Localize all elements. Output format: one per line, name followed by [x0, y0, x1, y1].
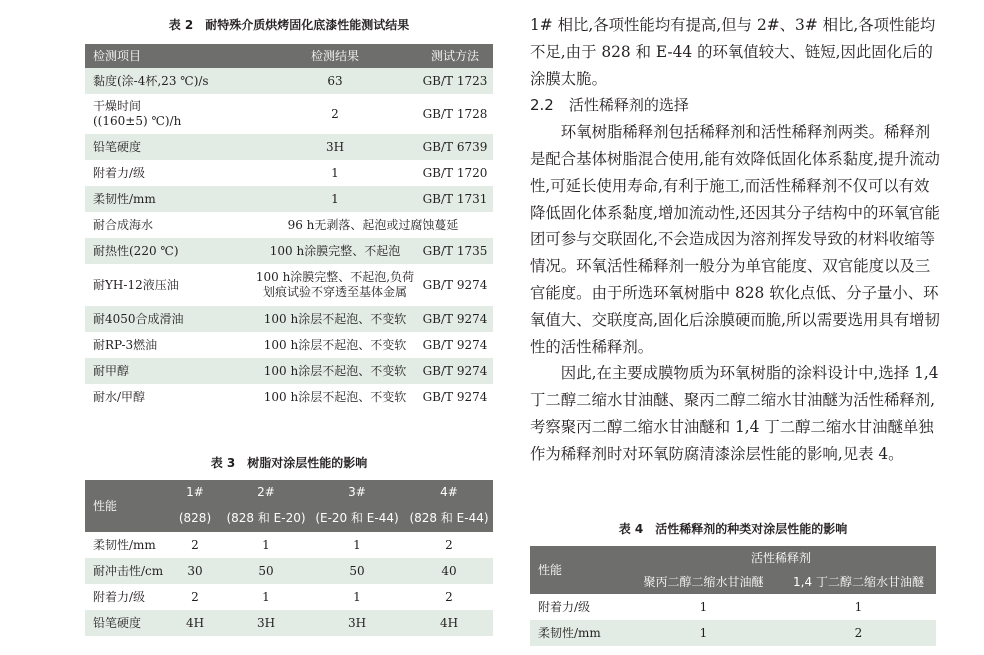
- table4-cell-value: 1: [626, 620, 781, 646]
- table3-cell-value: 3H: [309, 610, 405, 636]
- table3-header-desc: (828 和 E-44): [405, 504, 493, 532]
- table2-cell-result: 100 h涂层不起泡、不变软: [263, 389, 407, 404]
- table-row: [85, 160, 493, 186]
- table3-cell-value: 1: [353, 589, 361, 604]
- table2-cell-method: GB/T 1723: [417, 68, 493, 94]
- table-row: [85, 384, 493, 410]
- table2-cell-item: 柔韧性/mm: [85, 186, 253, 212]
- table2-cell-method: GB/T 9274: [417, 306, 493, 332]
- table2-cell-result: 96 h无剥落、起泡或过腐蚀蔓延: [287, 217, 459, 232]
- table3-cell-prop: 附着力/级: [93, 589, 146, 604]
- table3-cell-prop: 耐冲击性/cm: [85, 558, 167, 584]
- table4-body: [530, 594, 936, 646]
- table3-caption: 表 3 树脂对涂层性能的影响: [210, 456, 368, 470]
- table3-cell-value: 2: [445, 537, 453, 552]
- table2-cell-item: 耐YH-12液压油: [93, 277, 179, 292]
- table4-caption: 表 4 活性稀释剂的种类对涂层性能的影响: [618, 522, 848, 536]
- table4-header-group: 活性稀释剂: [626, 546, 936, 570]
- section-heading: 2.2 活性稀释剂的选择: [530, 96, 689, 115]
- table2-header-item: 检测项目: [85, 44, 253, 68]
- table2-cell-method: GB/T 1735: [417, 238, 493, 264]
- table-row: [85, 332, 493, 358]
- table4-cell-value: 1: [854, 599, 863, 614]
- table2-cell-item: 铅笔硬度: [85, 134, 253, 160]
- table2-cell-result: 1: [331, 165, 339, 180]
- paragraph: 环氧树脂稀释剂包括稀释剂和活性稀释剂两类。稀释剂是配合基体树脂混合使用,能有效降低固化体系黏度,提升流动性,可延长使用寿命,有利于施工,而活性稀释剂不仅可以有效降低固化体系黏度,增加流动性,还因其分子结构中的环氧官能团可参与交联固化,不会造成因为溶剂挥发导致的材料收缩等情况。环氧活性稀释剂一般分为单官能度、双官能度以及三官能度。由于所选环氧树脂中 828 软化点低、分子量小、环氧值大、交联度高,固化后涂膜硬而脆,所以需要选用具有增韧性的活性稀释剂。: [530, 123, 940, 356]
- table2-cell-result: 100 h涂层不起泡、不变软: [253, 306, 417, 332]
- table-row: [85, 186, 493, 212]
- table-row: [85, 532, 493, 558]
- table2-cell-item: 耐RP-3燃油: [93, 337, 158, 352]
- table3-header-desc: (828 和 E-20): [223, 504, 309, 532]
- table4-cell-value: 2: [781, 620, 936, 646]
- table3-header-desc: (E-20 和 E-44): [309, 504, 405, 532]
- table2-cell-item: 干燥时间 ((160±5) ℃)/h: [93, 99, 182, 128]
- table3-header-num: 2#: [223, 480, 309, 504]
- body-text: [530, 12, 940, 468]
- table2-cell-result: 1: [253, 186, 417, 212]
- table3-cell-value: 2: [191, 589, 199, 604]
- table-row: [530, 620, 936, 646]
- table2-cell-method: GB/T 9274: [422, 277, 488, 292]
- table3-cell-value: 1: [353, 537, 361, 552]
- table-row: [85, 264, 493, 306]
- table2-cell-item: 黏度(涂-4杯,23 ℃)/s: [85, 68, 253, 94]
- table2-body: [85, 68, 493, 410]
- table2-cell-result: 2: [331, 106, 339, 121]
- table2-cell-method: GB/T 1731: [417, 186, 493, 212]
- table3-cell-value: 4H: [405, 610, 493, 636]
- table4: [530, 546, 936, 646]
- table-row: [85, 134, 493, 160]
- table-row: [85, 358, 493, 384]
- table2-caption: 表 2 耐特殊介质烘烤固化底漆性能测试结果: [168, 18, 410, 32]
- table2-header-result: 检测结果: [253, 44, 417, 68]
- table-row: [85, 68, 493, 94]
- table3-cell-value: 40: [405, 558, 493, 584]
- table3-cell-value: 4H: [167, 610, 223, 636]
- table4-header-prop: 性能: [530, 546, 626, 594]
- table-row: [85, 584, 493, 610]
- table2-cell-method: GB/T 9274: [422, 337, 488, 352]
- table4-header-col: 聚丙二醇二缩水甘油醚: [626, 570, 781, 594]
- table3-header-num: 1#: [167, 480, 223, 504]
- table-row: [85, 558, 493, 584]
- table3-cell-value: 1: [262, 537, 270, 552]
- table2-cell-result: 100 h涂层不起泡、不变软: [253, 358, 417, 384]
- table2-cell-item: 耐热性(220 ℃): [85, 238, 253, 264]
- table3-cell-value: 2: [445, 589, 453, 604]
- table2-cell-method: GB/T 9274: [422, 389, 488, 404]
- table3-cell-prop: 铅笔硬度: [85, 610, 167, 636]
- table2-cell-method: GB/T 1720: [422, 165, 488, 180]
- table3-header-desc: (828): [167, 504, 223, 532]
- table2-cell-item: 耐甲醇: [85, 358, 253, 384]
- table2-header-method: 测试方法: [417, 44, 493, 68]
- table4-cell-prop: 柔韧性/mm: [530, 620, 626, 646]
- table2-cell-method: GB/T 1728: [422, 106, 488, 121]
- table2-cell-result: 100 h涂膜完整、不起泡: [253, 238, 417, 264]
- table3-header-prop: 性能: [85, 480, 167, 532]
- table3: [85, 480, 493, 636]
- table3-cell-value: 2: [191, 537, 199, 552]
- table3-cell-prop: 柔韧性/mm: [93, 537, 156, 552]
- table2-cell-result: 100 h涂层不起泡、不变软: [263, 337, 407, 352]
- table4-cell-value: 1: [699, 599, 708, 614]
- table2-cell-item: 耐水/甲醇: [93, 389, 146, 404]
- table4-header-col: 1,4 丁二醇二缩水甘油醚: [781, 570, 936, 594]
- table3-header-num: 3#: [309, 480, 405, 504]
- table2-cell-item: 耐合成海水: [93, 217, 154, 232]
- table-row: [85, 306, 493, 332]
- table3-cell-value: 50: [223, 558, 309, 584]
- table3-cell-value: 3H: [223, 610, 309, 636]
- table4-cell-prop: 附着力/级: [538, 599, 591, 614]
- table2-cell-method: GB/T 6739: [417, 134, 493, 160]
- table-row: [530, 594, 936, 620]
- table3-cell-value: 50: [309, 558, 405, 584]
- table-row: [85, 610, 493, 636]
- table2-cell-result: 100 h涂膜完整、不起泡,负荷 划痕试验不穿透至基体金属: [255, 270, 415, 299]
- paragraph: 1# 相比,各项性能均有提高,但与 2#、3# 相比,各项性能均不足,由于 828 和 E-44 的环氧值较大、链短,因此固化后的涂膜太脆。: [530, 16, 936, 88]
- table2-cell-result: 3H: [253, 134, 417, 160]
- table2: [85, 44, 493, 410]
- table-row: [85, 94, 493, 134]
- paragraph: 因此,在主要成膜物质为环氧树脂的涂料设计中,选择 1,4 丁二醇二缩水甘油醚、聚丙二醇二缩水甘油醚为活性稀释剂,考察聚丙二醇二缩水甘油醚和 1,4 丁二醇二缩水甘油醚单独作为稀释剂时对环氧防腐清漆涂层性能的影响,见表 4。: [530, 364, 939, 463]
- table3-body: [85, 532, 493, 636]
- table3-cell-value: 1: [262, 589, 270, 604]
- table3-cell-value: 30: [167, 558, 223, 584]
- table2-cell-method: GB/T 9274: [417, 358, 493, 384]
- table2-cell-item: 附着力/级: [93, 165, 146, 180]
- table-row: [85, 212, 493, 238]
- table2-cell-item: 耐4050合成滑油: [85, 306, 253, 332]
- table-row: [85, 238, 493, 264]
- table2-cell-result: 63: [253, 68, 417, 94]
- table3-header-num: 4#: [405, 480, 493, 504]
